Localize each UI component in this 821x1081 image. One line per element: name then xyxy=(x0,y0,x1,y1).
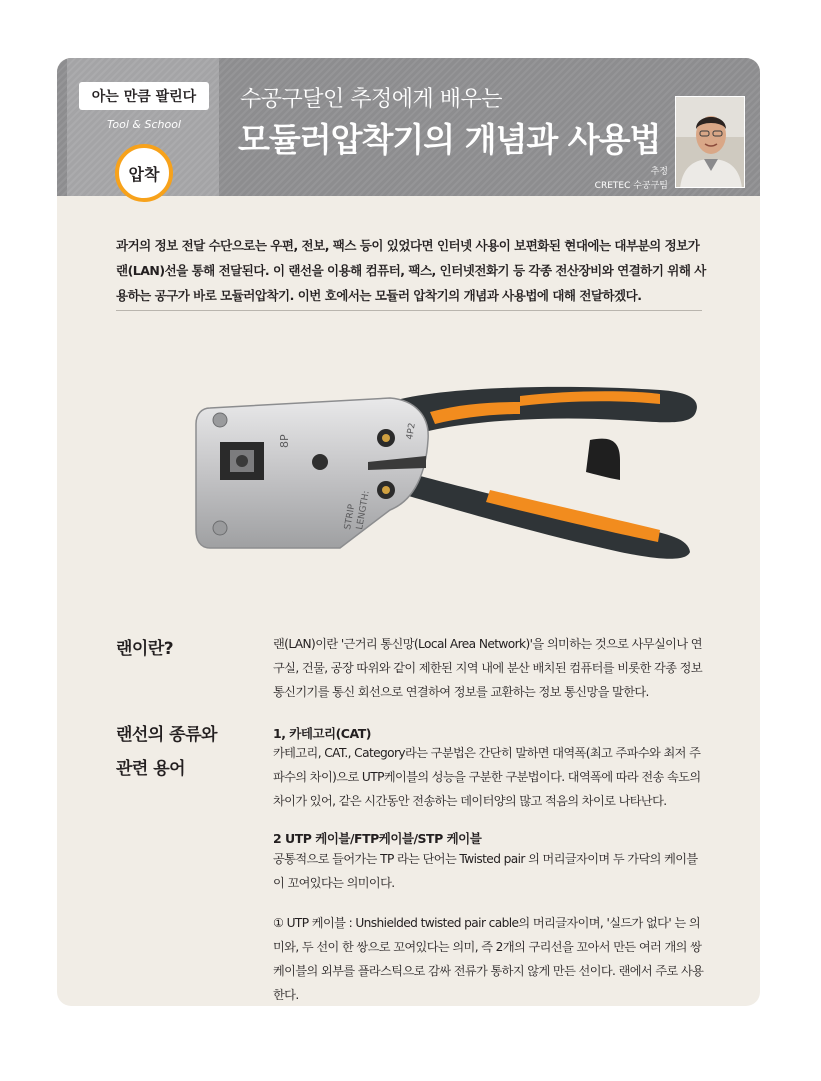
article-title: 모듈러압착기의 개념과 사용법 xyxy=(238,120,661,159)
series-label: 아는 만큼 팔린다 xyxy=(79,82,209,110)
topic-badge: 압착 xyxy=(115,144,173,202)
body-category: 카테고리, CAT., Category라는 구분법은 간단히 말하면 대역폭(최고 주파수와 최저 주파수의 차이)으로 UTP케이블의 성능을 구분한 구분법이다. 대역폭에 따라 전송 속도의 차이가 있어, 같은 시간동안 전송하는 데이터양의 많고 적음의 차이로 나타난다. xyxy=(273,746,701,808)
modular-crimper-photo xyxy=(190,380,710,560)
section-heading-lan: 랜이란? xyxy=(116,639,174,659)
section-body-lan: 랜(LAN)이란 '근거리 통신망(Local Area Network)'을 의미하는 것으로 사무실이나 연구실, 건물, 공장 따위와 같이 제한된 지역 내에 분산 배치된 컴퓨터를 비롯한 각종 정보 통신기기를 통신 회선으로 연결하여 정보를 교환하는 정보 통신망을 말한다. xyxy=(273,637,702,699)
author-org: CRETEC 수공구팀 xyxy=(594,181,668,191)
section-heading-types-line2: 관련 용어 xyxy=(116,759,186,779)
body-utp-detail: ① UTP 케이블 : Unshielded twisted pair cable의 머리글자이며, '실드가 없다' 는 의미와, 두 선이 한 쌍으로 꼬여있다는 의미, 즉 2개의 구리선을 꼬아서 만든 여러 개의 쌍케이블의 외부를 플라스틱으로 감싸 전류가 통하지 않게 만든 선이다. 랜에서 주로 사용한다. xyxy=(273,916,704,1002)
die-label-8p: 8P xyxy=(278,434,291,448)
intro-divider xyxy=(116,310,702,311)
portrait-illustration xyxy=(676,97,745,188)
author-name: 추정 xyxy=(650,167,668,177)
subheading-utp: 2 UTP 케이블/FTP케이블/STP 케이블 xyxy=(273,831,482,846)
author-portrait xyxy=(675,96,745,188)
article-subtitle: 수공구달인 추정에게 배우는 xyxy=(240,87,503,112)
die-label-4p2: 4P2 xyxy=(405,422,418,441)
intro-paragraph: 과거의 정보 전달 수단으로는 우편, 전보, 팩스 등이 있었다면 인터넷 사용이 보편화된 현대에는 대부분의 정보가 랜(LAN)선을 통해 전달된다. 이 랜선을 이용해 컴퓨터, 팩스, 인터넷전화기 등 각종 전산장비와 연결하기 위해 사용하는 공구가 바로 모듈러압착기. 이번 호에서는 모듈러 압착기의 개념과 사용법에 대해 전달하겠다. xyxy=(116,238,706,303)
section-heading-types-line1: 랜선의 종류와 xyxy=(116,725,217,745)
body-utp: 공통적으로 들어가는 TP 라는 단어는 Twisted pair 의 머리글자이며 두 가닥의 케이블이 꼬여있다는 의미이다. xyxy=(273,852,698,890)
crimper-illustration xyxy=(190,380,710,560)
die-label-strip: STRIP xyxy=(343,503,358,531)
subheading-category: 1, 카테고리(CAT) xyxy=(273,726,371,741)
die-label-length: LENGTH: xyxy=(355,489,372,531)
series-sub-label: Tool & School xyxy=(107,118,181,131)
